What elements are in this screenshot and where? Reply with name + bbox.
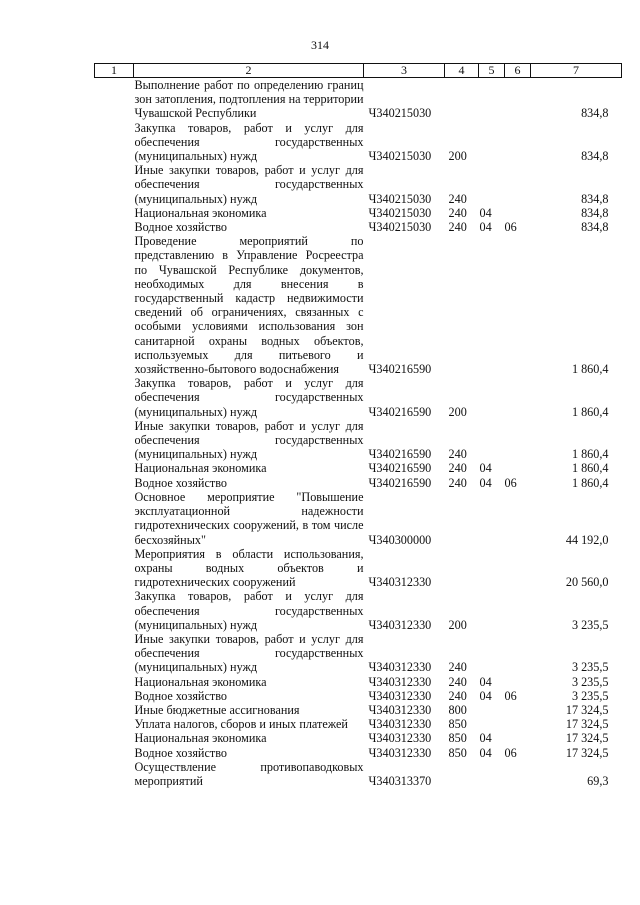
table-row — [95, 703, 622, 717]
amount-value: 834,8 — [581, 191, 609, 206]
row-number-cell — [95, 121, 134, 164]
expense-type-code: 850 — [448, 717, 467, 732]
amount-value: 3 235,5 — [571, 660, 609, 675]
table-row — [95, 717, 622, 731]
subsection-code — [505, 163, 531, 206]
table-row — [95, 589, 622, 632]
subsection-code — [505, 703, 531, 717]
table-row — [95, 760, 622, 788]
table-row — [95, 234, 622, 376]
target-article-code: Ч340216590 — [368, 362, 432, 377]
target-article-code: Ч340312330 — [368, 717, 432, 732]
section-code — [479, 121, 505, 164]
amount-value: 1 860,4 — [571, 447, 609, 462]
expense-name: Водное хозяйство — [134, 745, 227, 760]
row-number-cell — [95, 547, 134, 590]
target-article-code: Ч340215030 — [368, 149, 432, 164]
expense-type-code: 240 — [448, 660, 467, 675]
expense-name: Национальная экономика — [134, 205, 267, 220]
expense-name: Национальная экономика — [134, 731, 267, 746]
row-number-cell — [95, 589, 134, 632]
expense-name: Иные закупки товаров, работ и услуг для обеспечения государственных (муниципальных) нужд — [134, 418, 364, 462]
section-code: 04 — [479, 475, 492, 490]
row-number-cell — [95, 206, 134, 220]
target-article-code: Ч340313370 — [368, 773, 432, 788]
table-row — [95, 746, 622, 760]
expense-type-code: 240 — [448, 475, 467, 490]
table-row — [95, 206, 622, 220]
subsection-code — [505, 461, 531, 475]
row-number-cell — [95, 234, 134, 376]
expense-type-code — [445, 547, 479, 590]
expense-type-code: 240 — [448, 205, 467, 220]
target-article-code: Ч340216590 — [368, 461, 432, 476]
subsection-code — [505, 206, 531, 220]
subsection-code — [505, 760, 531, 788]
section-code — [479, 547, 505, 590]
section-code — [479, 234, 505, 376]
expense-name: Иные закупки товаров, работ и услуг для обеспечения государственных (муниципальных) нужд — [134, 163, 364, 206]
expense-name: Закупка товаров, работ и услуг для обеспечения государственных (муниципальных) нужд — [134, 589, 364, 632]
table-row — [95, 461, 622, 475]
subsection-code — [505, 78, 531, 121]
expense-type-code — [445, 78, 479, 121]
column-header-3: 3 — [364, 64, 445, 78]
expense-name: Иные закупки товаров, работ и услуг для обеспечения государственных (муниципальных) нужд — [134, 631, 364, 675]
expense-name: Национальная экономика — [134, 461, 267, 476]
section-code: 04 — [479, 688, 492, 703]
amount-value: 3 235,5 — [571, 688, 609, 703]
expense-name: Основное мероприятие "Повышение эксплуатационной надежности гидротехнических сооружений, в том числе бесхозяйных" — [134, 489, 364, 547]
table-row — [95, 376, 622, 419]
amount-value: 1 860,4 — [571, 362, 609, 377]
table-row — [95, 632, 622, 675]
expense-type-code: 240 — [448, 461, 467, 476]
amount-value: 1 860,4 — [571, 475, 609, 490]
expense-type-code: 800 — [448, 702, 467, 717]
row-number-cell — [95, 746, 134, 760]
subsection-code: 06 — [504, 688, 517, 703]
target-article-code: Ч340215030 — [368, 106, 432, 121]
subsection-code — [505, 490, 531, 547]
expense-type-code — [445, 760, 479, 788]
subsection-code — [505, 547, 531, 590]
expense-name: Уплата налогов, сборов и иных платежей — [134, 717, 348, 732]
column-header-1: 1 — [95, 64, 134, 78]
section-code: 04 — [479, 731, 492, 746]
section-code — [479, 703, 505, 717]
amount-value: 3 235,5 — [571, 674, 609, 689]
target-article-code: Ч340216590 — [368, 475, 432, 490]
expense-type-code: 240 — [448, 674, 467, 689]
expense-name: Водное хозяйство — [134, 220, 227, 235]
amount-value: 1 860,4 — [571, 461, 609, 476]
subsection-code — [505, 675, 531, 689]
target-article-code: Ч340312330 — [368, 674, 432, 689]
expense-type-code: 850 — [448, 731, 467, 746]
row-number-cell — [95, 220, 134, 234]
amount-value: 834,8 — [581, 220, 609, 235]
section-code — [479, 163, 505, 206]
row-number-cell — [95, 703, 134, 717]
target-article-code: Ч340312330 — [368, 731, 432, 746]
table-row — [95, 476, 622, 490]
subsection-code — [505, 121, 531, 164]
subsection-code — [505, 632, 531, 675]
amount-value: 17 324,5 — [565, 702, 609, 717]
section-code: 04 — [479, 745, 492, 760]
subsection-code — [505, 419, 531, 462]
table-body — [95, 78, 622, 789]
row-number-cell — [95, 163, 134, 206]
subsection-code: 06 — [504, 220, 517, 235]
table-row — [95, 547, 622, 590]
expense-name: Закупка товаров, работ и услуг для обеспечения государственных (муниципальных) нужд — [134, 376, 364, 419]
row-number-cell — [95, 760, 134, 788]
row-number-cell — [95, 490, 134, 547]
expense-type-code: 200 — [448, 404, 467, 419]
page-number: 314 — [311, 38, 329, 52]
table-row — [95, 419, 622, 462]
target-article-code: Ч340312330 — [368, 617, 432, 632]
amount-value: 834,8 — [581, 149, 609, 164]
target-article-code: Ч340216590 — [368, 447, 432, 462]
column-header-5: 5 — [479, 64, 505, 78]
expense-type-code: 850 — [448, 745, 467, 760]
expense-type-code: 240 — [448, 688, 467, 703]
row-number-cell — [95, 376, 134, 419]
budget-table — [94, 63, 622, 788]
target-article-code: Ч340300000 — [368, 532, 432, 547]
section-code: 04 — [479, 461, 492, 476]
table-row — [95, 121, 622, 164]
row-number-cell — [95, 476, 134, 490]
column-header-7: 7 — [531, 64, 622, 78]
amount-value: 69,3 — [587, 773, 609, 788]
section-code: 04 — [479, 674, 492, 689]
table-row — [95, 490, 622, 547]
target-article-code: Ч340216590 — [368, 404, 432, 419]
target-article-code: Ч340312330 — [368, 660, 432, 675]
amount-value: 20 560,0 — [565, 575, 609, 590]
section-code — [479, 760, 505, 788]
expense-type-code: 200 — [448, 617, 467, 632]
section-code: 04 — [479, 220, 492, 235]
section-code: 04 — [479, 205, 492, 220]
subsection-code — [505, 234, 531, 376]
row-number-cell — [95, 78, 134, 121]
expense-name: Водное хозяйство — [134, 475, 227, 490]
expense-name: Закупка товаров, работ и услуг для обеспечения государственных (муниципальных) нужд — [134, 120, 364, 164]
target-article-code: Ч340312330 — [368, 702, 432, 717]
subsection-code: 06 — [504, 475, 517, 490]
subsection-code: 06 — [504, 745, 517, 760]
expense-type-code: 240 — [448, 220, 467, 235]
subsection-code — [505, 717, 531, 731]
expense-name: Выполнение работ по определению границ зон затопления, подтопления на территории Чувашской Республики — [134, 78, 364, 121]
table-row — [95, 731, 622, 745]
row-number-cell — [95, 717, 134, 731]
expense-type-code: 240 — [448, 191, 467, 206]
section-code — [479, 78, 505, 121]
target-article-code: Ч340215030 — [368, 205, 432, 220]
target-article-code: Ч340312330 — [368, 688, 432, 703]
amount-value: 17 324,5 — [565, 731, 609, 746]
target-article-code: Ч340215030 — [368, 220, 432, 235]
row-number-cell — [95, 689, 134, 703]
expense-type-code: 200 — [448, 149, 467, 164]
expense-name: Проведение мероприятий по представлению в Управление Росреестра по Чувашской Республике документов, необходимых для внесения в государственный кадастр недвижимости сведений об ограничениях, связанных с особыми условиями использования зон санитарной охраны водных объектов, используемых для питьевого и хозяйственно-бытового водоснабжения — [134, 234, 364, 377]
amount-value: 17 324,5 — [565, 745, 609, 760]
amount-value: 44 192,0 — [565, 532, 609, 547]
column-header-6: 6 — [505, 64, 531, 78]
row-number-cell — [95, 632, 134, 675]
expense-name: Осуществление противопаводковых мероприятий — [134, 759, 364, 788]
amount-value: 17 324,5 — [565, 717, 609, 732]
target-article-code: Ч340215030 — [368, 191, 432, 206]
column-header-4: 4 — [445, 64, 479, 78]
amount-value: 834,8 — [581, 205, 609, 220]
section-code — [479, 490, 505, 547]
row-number-cell — [95, 419, 134, 462]
subsection-code — [505, 589, 531, 632]
header-row — [95, 64, 622, 78]
amount-value: 834,8 — [581, 106, 609, 121]
section-code — [479, 419, 505, 462]
amount-value: 3 235,5 — [571, 617, 609, 632]
column-header-2: 2 — [134, 64, 364, 78]
expense-type-code — [445, 490, 479, 547]
table-row — [95, 675, 622, 689]
target-article-code: Ч340312330 — [368, 745, 432, 760]
expense-name: Иные бюджетные ассигнования — [134, 702, 300, 717]
table-row — [95, 220, 622, 234]
table-row — [95, 689, 622, 703]
expense-type-code — [445, 234, 479, 376]
expense-name: Мероприятия в области использования, охраны водных объектов и гидротехнических сооружений — [134, 546, 364, 590]
subsection-code — [505, 731, 531, 745]
section-code — [479, 717, 505, 731]
table-row — [95, 163, 622, 206]
section-code — [479, 589, 505, 632]
section-code — [479, 632, 505, 675]
row-number-cell — [95, 461, 134, 475]
amount-value: 1 860,4 — [571, 404, 609, 419]
table-row — [95, 78, 622, 121]
row-number-cell — [95, 675, 134, 689]
expense-type-code: 240 — [448, 447, 467, 462]
section-code — [479, 376, 505, 419]
subsection-code — [505, 376, 531, 419]
row-number-cell — [95, 731, 134, 745]
expense-name: Национальная экономика — [134, 674, 267, 689]
target-article-code: Ч340312330 — [368, 575, 432, 590]
expense-name: Водное хозяйство — [134, 688, 227, 703]
